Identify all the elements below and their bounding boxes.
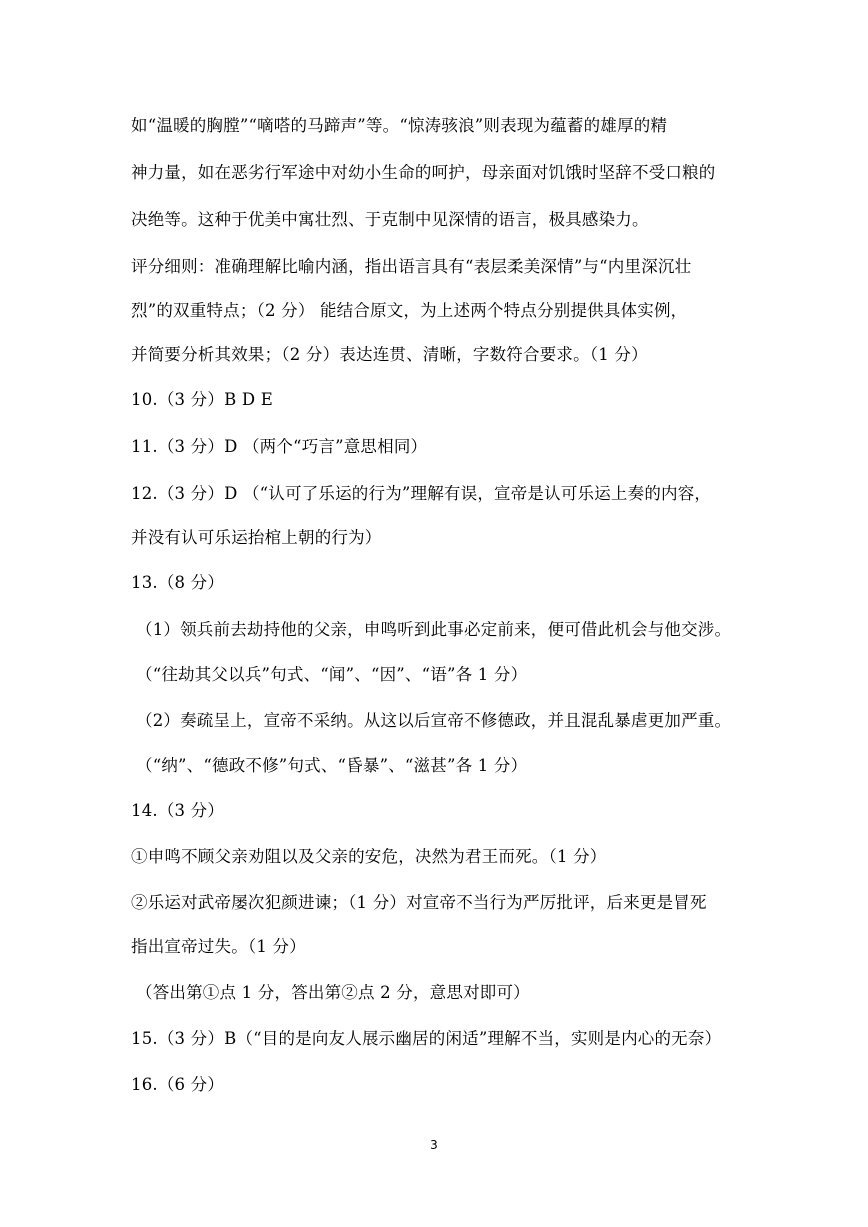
answer-11: 11.（3 分）D （两个“巧言”意思相同） [131,437,428,456]
text-line: ②乐运对武帝屡次犯颜进谏；（1 分）对宣帝不当行为严厉批评，后来更是冒死 [131,893,707,912]
text-line: 神力量，如在恶劣行军途中对幼小生命的呵护，母亲面对饥饿时坚辞不受口粮的 [131,163,716,182]
page-number: 3 [430,1138,438,1152]
answer-12: 12.（3 分）D （“认可了乐运的行为”理解有误，宣帝是认可乐运上奏的内容， [131,484,712,503]
text-line: 指出宣帝过失。（1 分） [131,937,306,956]
text-line: 并没有认可乐运抬棺上朝的行为） [131,528,382,547]
text-line: 决绝等。这种于优美中寓壮烈、于克制中见深情的语言，极具感染力。 [131,210,649,229]
answer-10: 10.（3 分）B D E [131,390,273,409]
text-line: （答出第①点 1 分，答出第②点 2 分，意思对即可） [136,983,530,1002]
text-line: （2）奏疏呈上，宣帝不采纳。从这以后宣帝不修德政，并且混乱暴虐更加严重。 [136,711,732,730]
text-line: 评分细则：准确理解比喻内涵，指出语言具有“表层柔美深情”与“内里深沉壮 [131,257,692,276]
answer-14: 14.（3 分） [131,801,225,820]
text-line: 如“温暖的胸膛”“嘀嗒的马蹄声”等。“惊涛骇浪”则表现为蕴蓄的雄厚的精 [131,116,668,135]
text-line: 烈”的双重特点；（2 分） 能结合原文，为上述两个特点分别提供具体实例， [131,301,688,320]
text-line: ①申鸣不顾父亲劝阻以及父亲的安危，决然为君王而死。（1 分） [131,847,607,866]
answer-15: 15.（3 分）B（“目的是向友人展示幽居的闲适”理解不当，实则是内心的无奈） [131,1029,722,1048]
text-line: （“往劫其父以兵”句式、“闻”、“因”、“语”各 1 分） [136,665,528,684]
text-line: （“纳”、“德政不修”句式、“昏暴”、“滋甚”各 1 分） [136,756,528,775]
answer-16: 16.（6 分） [131,1075,225,1094]
text-line: （1）领兵前去劫持他的父亲，申鸣听到此事必定前来，便可借此机会与他交涉。 [136,620,732,639]
text-line: 并简要分析其效果；（2 分）表达连贯、清晰，字数符合要求。（1 分） [131,345,648,364]
answer-13: 13.（8 分） [131,573,225,592]
